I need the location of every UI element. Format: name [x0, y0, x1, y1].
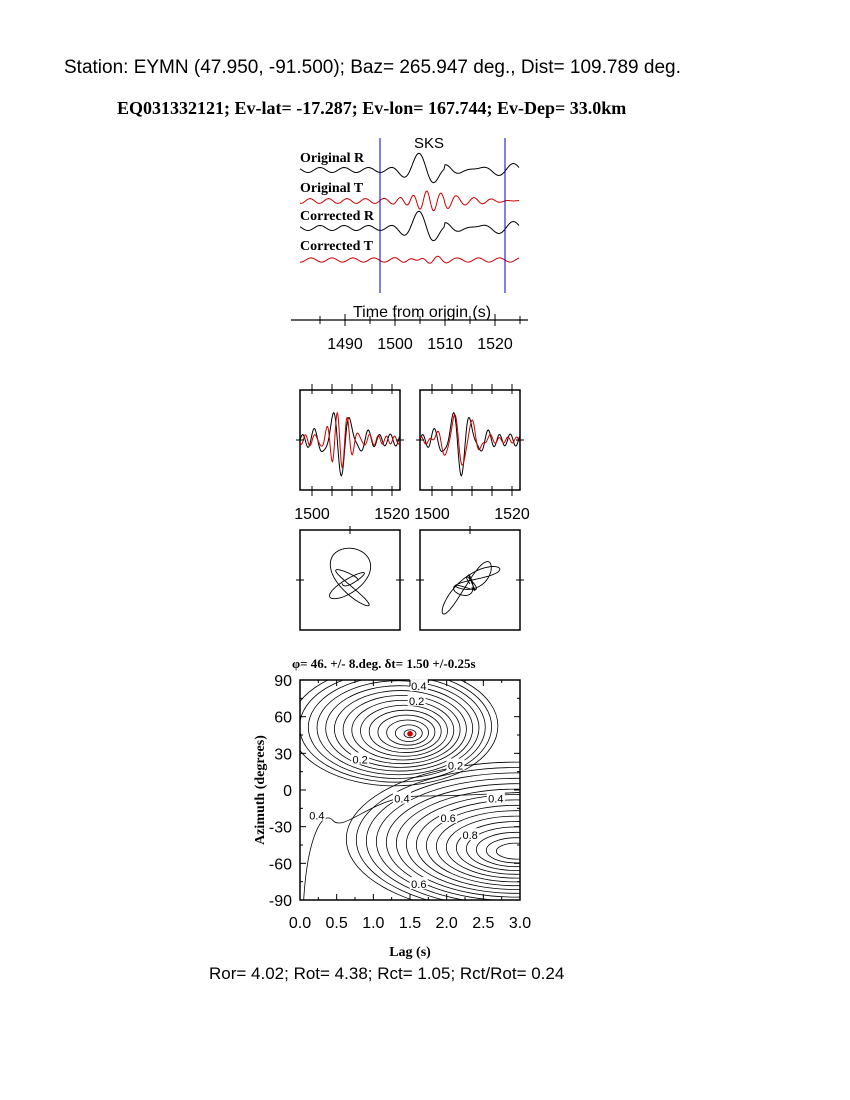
- trace-tick-label: 1520: [477, 336, 513, 353]
- waveform-tick-label: 1500: [414, 506, 450, 523]
- contour-line: [496, 843, 536, 859]
- contour-x-tick-label: 2.5: [472, 915, 495, 932]
- station-info: Station: EYMN (47.950, -91.500); Baz= 265.947 deg., Dist= 109.789 deg.: [64, 57, 681, 78]
- phase-label: SKS: [414, 135, 445, 152]
- contour-label: 0.2: [352, 754, 368, 767]
- waveform-r: [420, 413, 520, 476]
- contour-y-tick-label: 0: [283, 783, 292, 800]
- contour-label: 0.2: [408, 695, 425, 708]
- contour-label: 0.2: [447, 760, 464, 773]
- contour-line: [352, 700, 454, 760]
- particle-motion-corrected: [420, 530, 520, 630]
- contour-label: 0.4: [309, 810, 325, 823]
- trace-xlabel: Time from origin (s): [353, 304, 492, 321]
- particle-path-corrected: [442, 562, 500, 614]
- particle-motion-original: [300, 530, 400, 630]
- ratio-summary: Ror= 4.02; Rot= 4.38; Rct= 1.05; Rct/Rot= 0.24: [209, 964, 565, 983]
- contour-line: [326, 686, 473, 771]
- contour-y-tick-label: 60: [274, 709, 292, 727]
- contour-line: [466, 827, 566, 871]
- waveform-box-corrected: [420, 390, 520, 490]
- contour-lines: [291, 666, 686, 916]
- event-info: EQ031332121; Ev-lat= -17.287; Ev-lon= 167.744; Ev-Dep= 33.0km: [117, 98, 627, 118]
- trace-label-corrected-r: Corrected R: [300, 209, 374, 224]
- waveform-tick-label: 1520: [374, 506, 410, 523]
- waveform-frame-corrected: [420, 390, 520, 490]
- contour-x-tick-label: 0.5: [325, 915, 348, 932]
- contour-label: 0.4: [394, 793, 410, 806]
- contour-x-tick-label: 0.0: [288, 915, 312, 932]
- contour-frame: [300, 680, 520, 900]
- contour-line: [446, 816, 586, 878]
- waveform-tick-label: 1500: [294, 506, 330, 523]
- contour-y-tick-label: 30: [274, 746, 292, 764]
- contour-label: 0.6: [440, 813, 456, 826]
- contour-ylabel: Azimuth (degrees): [253, 735, 268, 845]
- contour-xlabel: Lag (s): [389, 945, 431, 960]
- waveform-corrected-lines: [420, 413, 520, 476]
- contour-label: 0.4: [488, 793, 504, 806]
- trace-label-corrected-t: Corrected T: [300, 239, 373, 254]
- contour-x-tick-label: 2.0: [435, 915, 458, 932]
- contour-panel: [253, 666, 686, 960]
- trace-label-original-t: Original T: [300, 181, 364, 196]
- waveform-original-lines: [300, 413, 400, 476]
- contour-x-tick-label: 3.0: [508, 915, 532, 932]
- particle-ticks: [296, 526, 524, 580]
- contour-label: 0.6: [411, 879, 427, 892]
- trace-corrected-t: [300, 256, 519, 263]
- trace-tick-label: 1500: [377, 336, 413, 353]
- waveform-t: [420, 415, 520, 466]
- contour-label: 0.8: [462, 830, 478, 843]
- trace-label-original-r: Original R: [300, 151, 365, 166]
- contour-y-tick-label: 90: [274, 673, 292, 690]
- trace-tick-label: 1510: [427, 336, 463, 353]
- contour-x-tick-label: 1.0: [362, 915, 385, 932]
- best-fit-point: [407, 731, 413, 737]
- trace-tick-label: 1490: [327, 336, 363, 353]
- waveform-ticks: [294, 384, 530, 523]
- contour-y-tick-label: -60: [268, 856, 292, 874]
- contour-x-tick-label: 1.5: [398, 915, 422, 932]
- trace-panel: [291, 135, 528, 353]
- contour-y-tick-label: -30: [268, 819, 292, 837]
- contour-label: 0.4: [411, 681, 427, 694]
- waveform-tick-label: 1520: [494, 506, 530, 523]
- contour-labels: [308, 679, 505, 891]
- contour-y-tick-label: -90: [268, 893, 292, 910]
- result-title: φ= 46. +/- 8.deg. δt= 1.50 +/-0.25s: [292, 656, 476, 671]
- contour-line: [291, 666, 498, 786]
- waveform-box-original: [300, 390, 400, 490]
- particle-path-original: [330, 548, 371, 606]
- waveform-t: [300, 413, 400, 467]
- particle-frame-original: [300, 530, 400, 630]
